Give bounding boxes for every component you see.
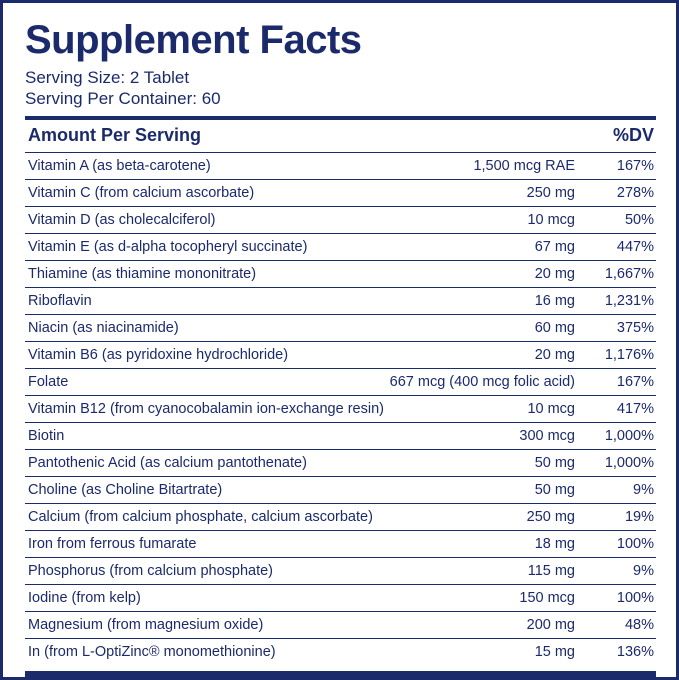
nutrient-daily-value: 19% — [577, 503, 656, 530]
table-row — [25, 341, 656, 368]
nutrient-name: Vitamin E (as d-alpha tocopheryl succinate) — [25, 233, 386, 260]
nutrient-name: Choline (as Choline Bitartrate) — [25, 476, 386, 503]
nutrient-name: Magnesium (from magnesium oxide) — [25, 611, 386, 638]
table-row — [25, 179, 656, 206]
nutrient-daily-value: 447% — [577, 233, 656, 260]
nutrient-daily-value: 417% — [577, 395, 656, 422]
table-row — [25, 260, 656, 287]
nutrient-name: Vitamin A (as beta-carotene) — [28, 157, 211, 174]
nutrient-name: Pantothenic Acid (as calcium pantothenate) — [25, 449, 386, 476]
nutrient-name: Iodine (from kelp) — [25, 584, 386, 611]
table-row — [25, 638, 656, 665]
table-row — [25, 503, 656, 530]
nutrient-name: In (from L-OptiZinc® monomethionine) — [25, 638, 386, 665]
table-row — [25, 287, 656, 314]
nutrient-daily-value: 9% — [577, 476, 656, 503]
table-row — [25, 395, 656, 422]
nutrient-name: Vitamin C (from calcium ascorbate) — [25, 179, 386, 206]
nutrient-daily-value: 1,176% — [577, 341, 656, 368]
nutrient-amount: 10 mcg — [386, 395, 577, 422]
nutrient-amount: 200 mg — [386, 611, 577, 638]
table-row — [25, 449, 656, 476]
nutrient-daily-value: 278% — [577, 179, 656, 206]
nutrient-daily-value: 50% — [577, 206, 656, 233]
table-header-row — [25, 120, 656, 152]
nutrient-amount: 10 mcg — [386, 206, 577, 233]
table-row — [25, 233, 656, 260]
nutrient-amount: 20 mg — [386, 260, 577, 287]
nutrient-daily-value: 167% — [577, 368, 656, 395]
nutrient-amount: 250 mg — [386, 503, 577, 530]
nutrient-amount: 50 mg — [386, 449, 577, 476]
nutrient-amount: 16 mg — [386, 287, 577, 314]
nutrient-name: Phosphorus (from calcium phosphate) — [25, 557, 386, 584]
nutrient-name: Thiamine (as thiamine mononitrate) — [25, 260, 386, 287]
table-row — [25, 368, 656, 395]
table-row — [25, 153, 656, 180]
nutrient-daily-value: 9% — [577, 557, 656, 584]
table-row — [25, 314, 656, 341]
nutrient-daily-value: 1,000% — [577, 422, 656, 449]
nutrient-amount: 115 mg — [386, 557, 577, 584]
daily-value-header: %DV — [612, 124, 654, 145]
nutrient-amount: 50 mg — [386, 476, 577, 503]
nutrient-name: Iron from ferrous fumarate — [25, 530, 386, 557]
table-row — [25, 476, 656, 503]
nutrient-daily-value: 167% — [616, 157, 654, 174]
nutrient-daily-value: 1,231% — [577, 287, 656, 314]
table-row — [25, 584, 656, 611]
table-row — [25, 557, 656, 584]
nutrient-name: Vitamin D (as cholecalciferol) — [25, 206, 386, 233]
servings-per-container-text: Serving Per Container: 60 — [25, 89, 221, 109]
nutrient-amount: 18 mg — [386, 530, 577, 557]
nutrient-name: Biotin — [25, 422, 386, 449]
nutrient-table — [25, 153, 656, 665]
nutrient-daily-value: 136% — [577, 638, 656, 665]
nutrient-daily-value: 1,000% — [577, 449, 656, 476]
table-row — [25, 422, 656, 449]
nutrient-amount: 300 mcg — [386, 422, 577, 449]
nutrient-amount: 60 mg — [386, 314, 577, 341]
nutrient-amount: 67 mg — [386, 233, 577, 260]
table-row — [25, 530, 656, 557]
nutrient-amount: 667 mcg (400 mcg folic acid) — [386, 368, 577, 395]
nutrient-name: Vitamin B12 (from cyanocobalamin ion-exchange resin) — [25, 395, 386, 422]
nutrient-name: Niacin (as niacinamide) — [25, 314, 386, 341]
nutrient-daily-value: 100% — [577, 530, 656, 557]
page-title: Supplement Facts — [25, 18, 362, 62]
nutrient-name: Calcium (from calcium phosphate, calcium ascorbate) — [25, 503, 386, 530]
amount-per-serving-header: Amount Per Serving — [28, 124, 202, 145]
nutrient-amount: 250 mg — [386, 179, 577, 206]
nutrient-amount: 1,500 mcg RAE — [473, 157, 575, 174]
table-row — [25, 611, 656, 638]
serving-size-text: Serving Size: 2 Tablet — [25, 68, 190, 87]
nutrient-name: Folate — [25, 368, 386, 395]
nutrient-amount: 150 mcg — [386, 584, 577, 611]
nutrient-amount: 20 mg — [386, 341, 577, 368]
table-row — [25, 206, 656, 233]
nutrient-name: Vitamin B6 (as pyridoxine hydrochloride) — [25, 341, 386, 368]
nutrient-daily-value: 100% — [577, 584, 656, 611]
footer-bar — [25, 671, 656, 678]
nutrient-daily-value: 1,667% — [577, 260, 656, 287]
nutrient-daily-value: 375% — [577, 314, 656, 341]
nutrient-amount: 15 mg — [386, 638, 577, 665]
nutrient-daily-value: 48% — [577, 611, 656, 638]
nutrient-name: Riboflavin — [25, 287, 386, 314]
